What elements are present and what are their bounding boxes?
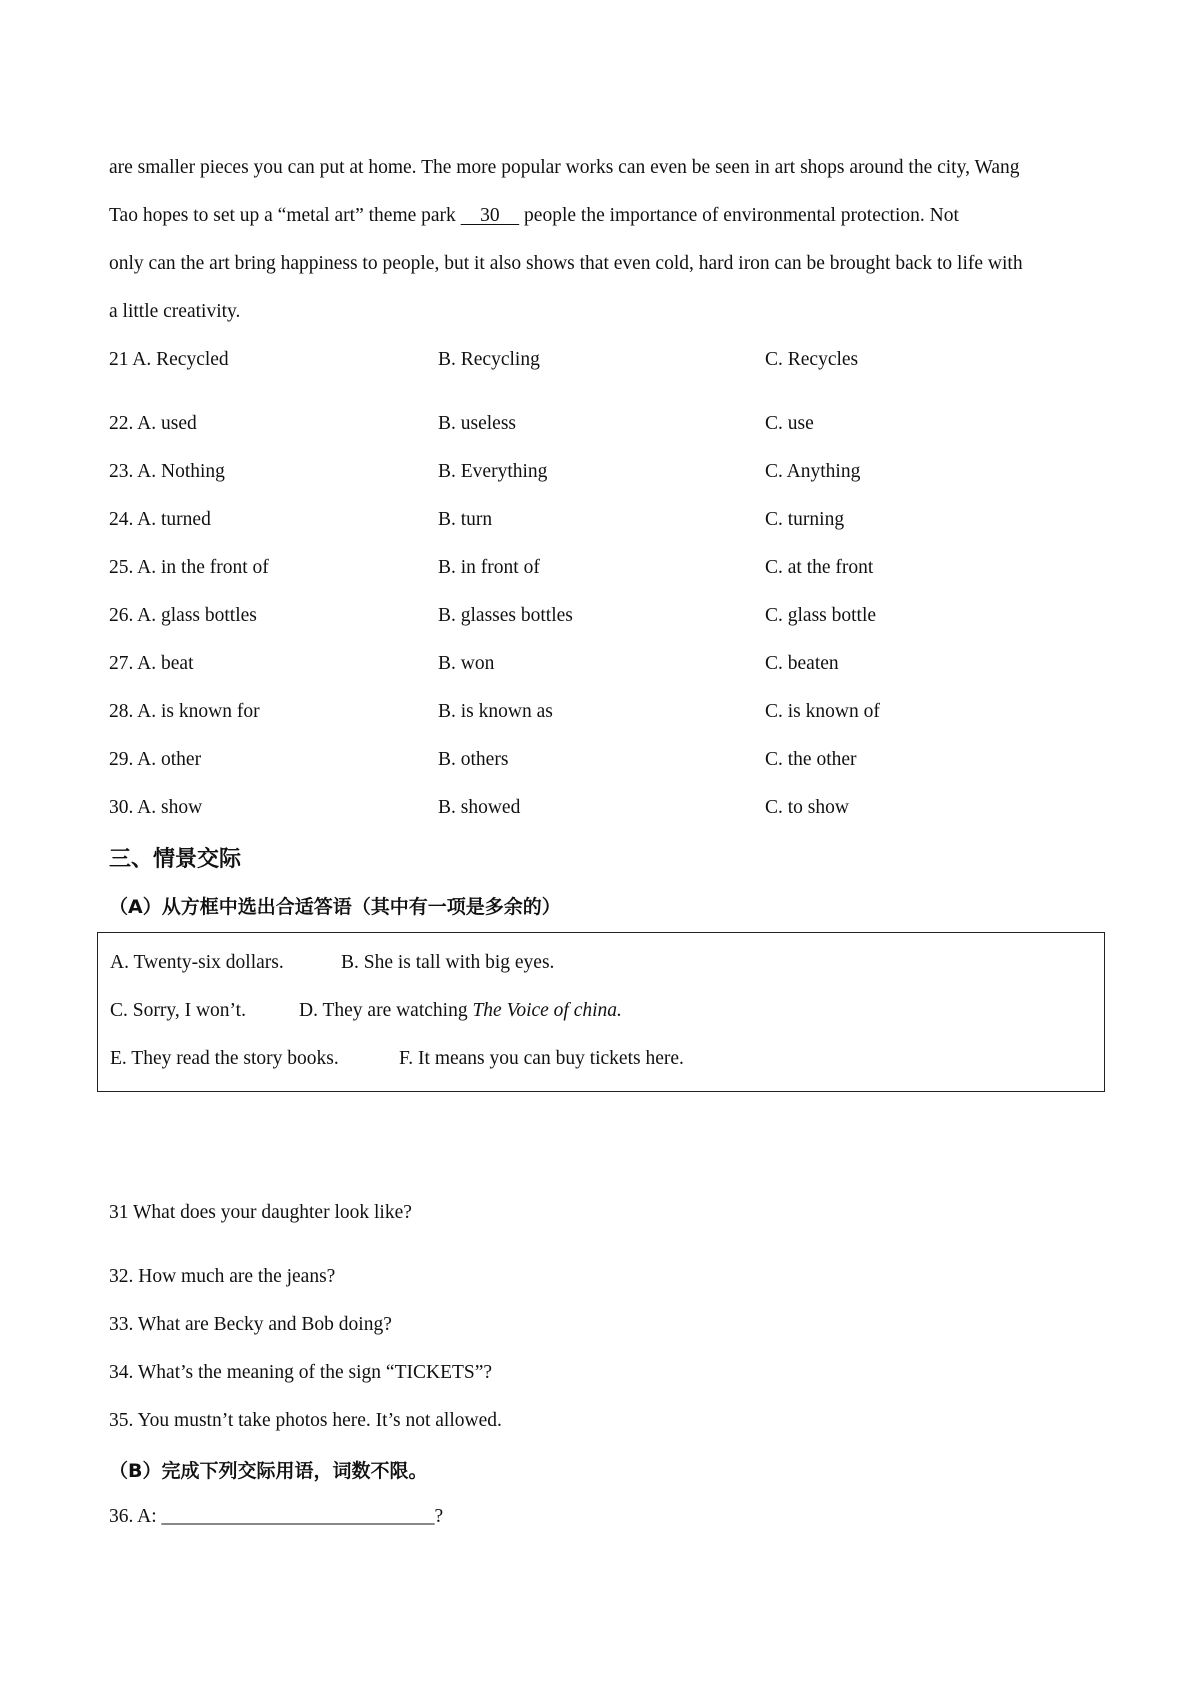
option-a: 29. A. other (109, 749, 202, 770)
option-row (109, 795, 1104, 821)
passage-line: are smaller pieces you can put at home. The more popular works can even be seen in art shops around the city, Wang (109, 157, 1020, 178)
option-b: B. turn (438, 509, 493, 530)
option-b: B. glasses bottles (438, 605, 573, 626)
passage-line (109, 204, 959, 228)
blank-30: 30 (460, 205, 520, 226)
passage-text: Tao hopes to set up a “metal art” theme park (109, 205, 461, 226)
option-c: C. at the front (765, 557, 874, 578)
option-c: C. beaten (765, 653, 839, 674)
option-c: C. use (765, 413, 814, 434)
option-b: B. in front of (438, 557, 540, 578)
option-a: 25. A. in the front of (109, 557, 269, 578)
box-option-a: A. Twenty-six dollars. (110, 952, 284, 973)
option-row (109, 747, 1104, 773)
question-32: 32. How much are the jeans? (109, 1266, 336, 1287)
option-row (109, 459, 1104, 485)
question-31: 31 What does your daughter look like? (109, 1202, 412, 1223)
option-b: B. won (438, 653, 495, 674)
option-b: B. useless (438, 413, 516, 434)
option-c: C. the other (765, 749, 857, 770)
option-a: 22. A. used (109, 413, 197, 434)
option-c: C. Recycles (765, 349, 859, 370)
part-a-title: （A）从方框中选出合适答语（其中有一项是多余的） (109, 896, 561, 918)
option-a: 27. A. beat (109, 653, 194, 674)
question-33: 33. What are Becky and Bob doing? (109, 1314, 392, 1335)
option-c: C. is known of (765, 701, 880, 722)
option-b: B. showed (438, 797, 521, 818)
answer-box (97, 932, 1105, 1092)
part-b-title: （B）完成下列交际用语，词数不限。 (109, 1460, 428, 1482)
option-c: C. Anything (765, 461, 861, 482)
question-35: 35. You mustn’t take photos here. It’s not allowed. (109, 1410, 502, 1431)
question-36: 36. A: ____________________________? (109, 1506, 444, 1527)
section-title: 三、情景交际 (109, 847, 242, 872)
option-b: B. Recycling (438, 349, 540, 370)
passage-text: people the importance of environmental protection. Not (519, 205, 959, 226)
option-row (109, 651, 1104, 677)
option-a: 26. A. glass bottles (109, 605, 257, 626)
option-c: C. turning (765, 509, 845, 530)
box-option-d (299, 998, 622, 1024)
option-a: 21 A. Recycled (109, 349, 229, 370)
box-option-e: E. They read the story books. (110, 1048, 339, 1069)
option-a: 24. A. turned (109, 509, 211, 530)
option-row (109, 347, 1104, 373)
box-option-b: B. She is tall with big eyes. (341, 952, 555, 973)
option-row (109, 555, 1104, 581)
option-b: B. others (438, 749, 509, 770)
option-a: 30. A. show (109, 797, 203, 818)
box-option-d-text: D. They are watching (299, 1000, 473, 1021)
option-row (109, 699, 1104, 725)
question-34: 34. What’s the meaning of the sign “TICKETS”? (109, 1362, 493, 1383)
box-option-c: C. Sorry, I won’t. (110, 1000, 246, 1021)
box-option-f: F. It means you can buy tickets here. (399, 1048, 684, 1069)
option-a: 28. A. is known for (109, 701, 260, 722)
option-b: B. Everything (438, 461, 548, 482)
reading-passage (109, 156, 1104, 336)
option-c: C. to show (765, 797, 849, 818)
passage-line: a little creativity. (109, 301, 241, 322)
option-c: C. glass bottle (765, 605, 877, 626)
option-row (109, 603, 1104, 629)
option-row (109, 507, 1104, 533)
passage-line: only can the art bring happiness to people, but it also shows that even cold, hard iron can be brought back to life with (109, 253, 1023, 274)
option-b: B. is known as (438, 701, 553, 722)
option-row (109, 411, 1104, 437)
option-a: 23. A. Nothing (109, 461, 225, 482)
box-option-d-title: The Voice of china. (472, 1000, 622, 1021)
